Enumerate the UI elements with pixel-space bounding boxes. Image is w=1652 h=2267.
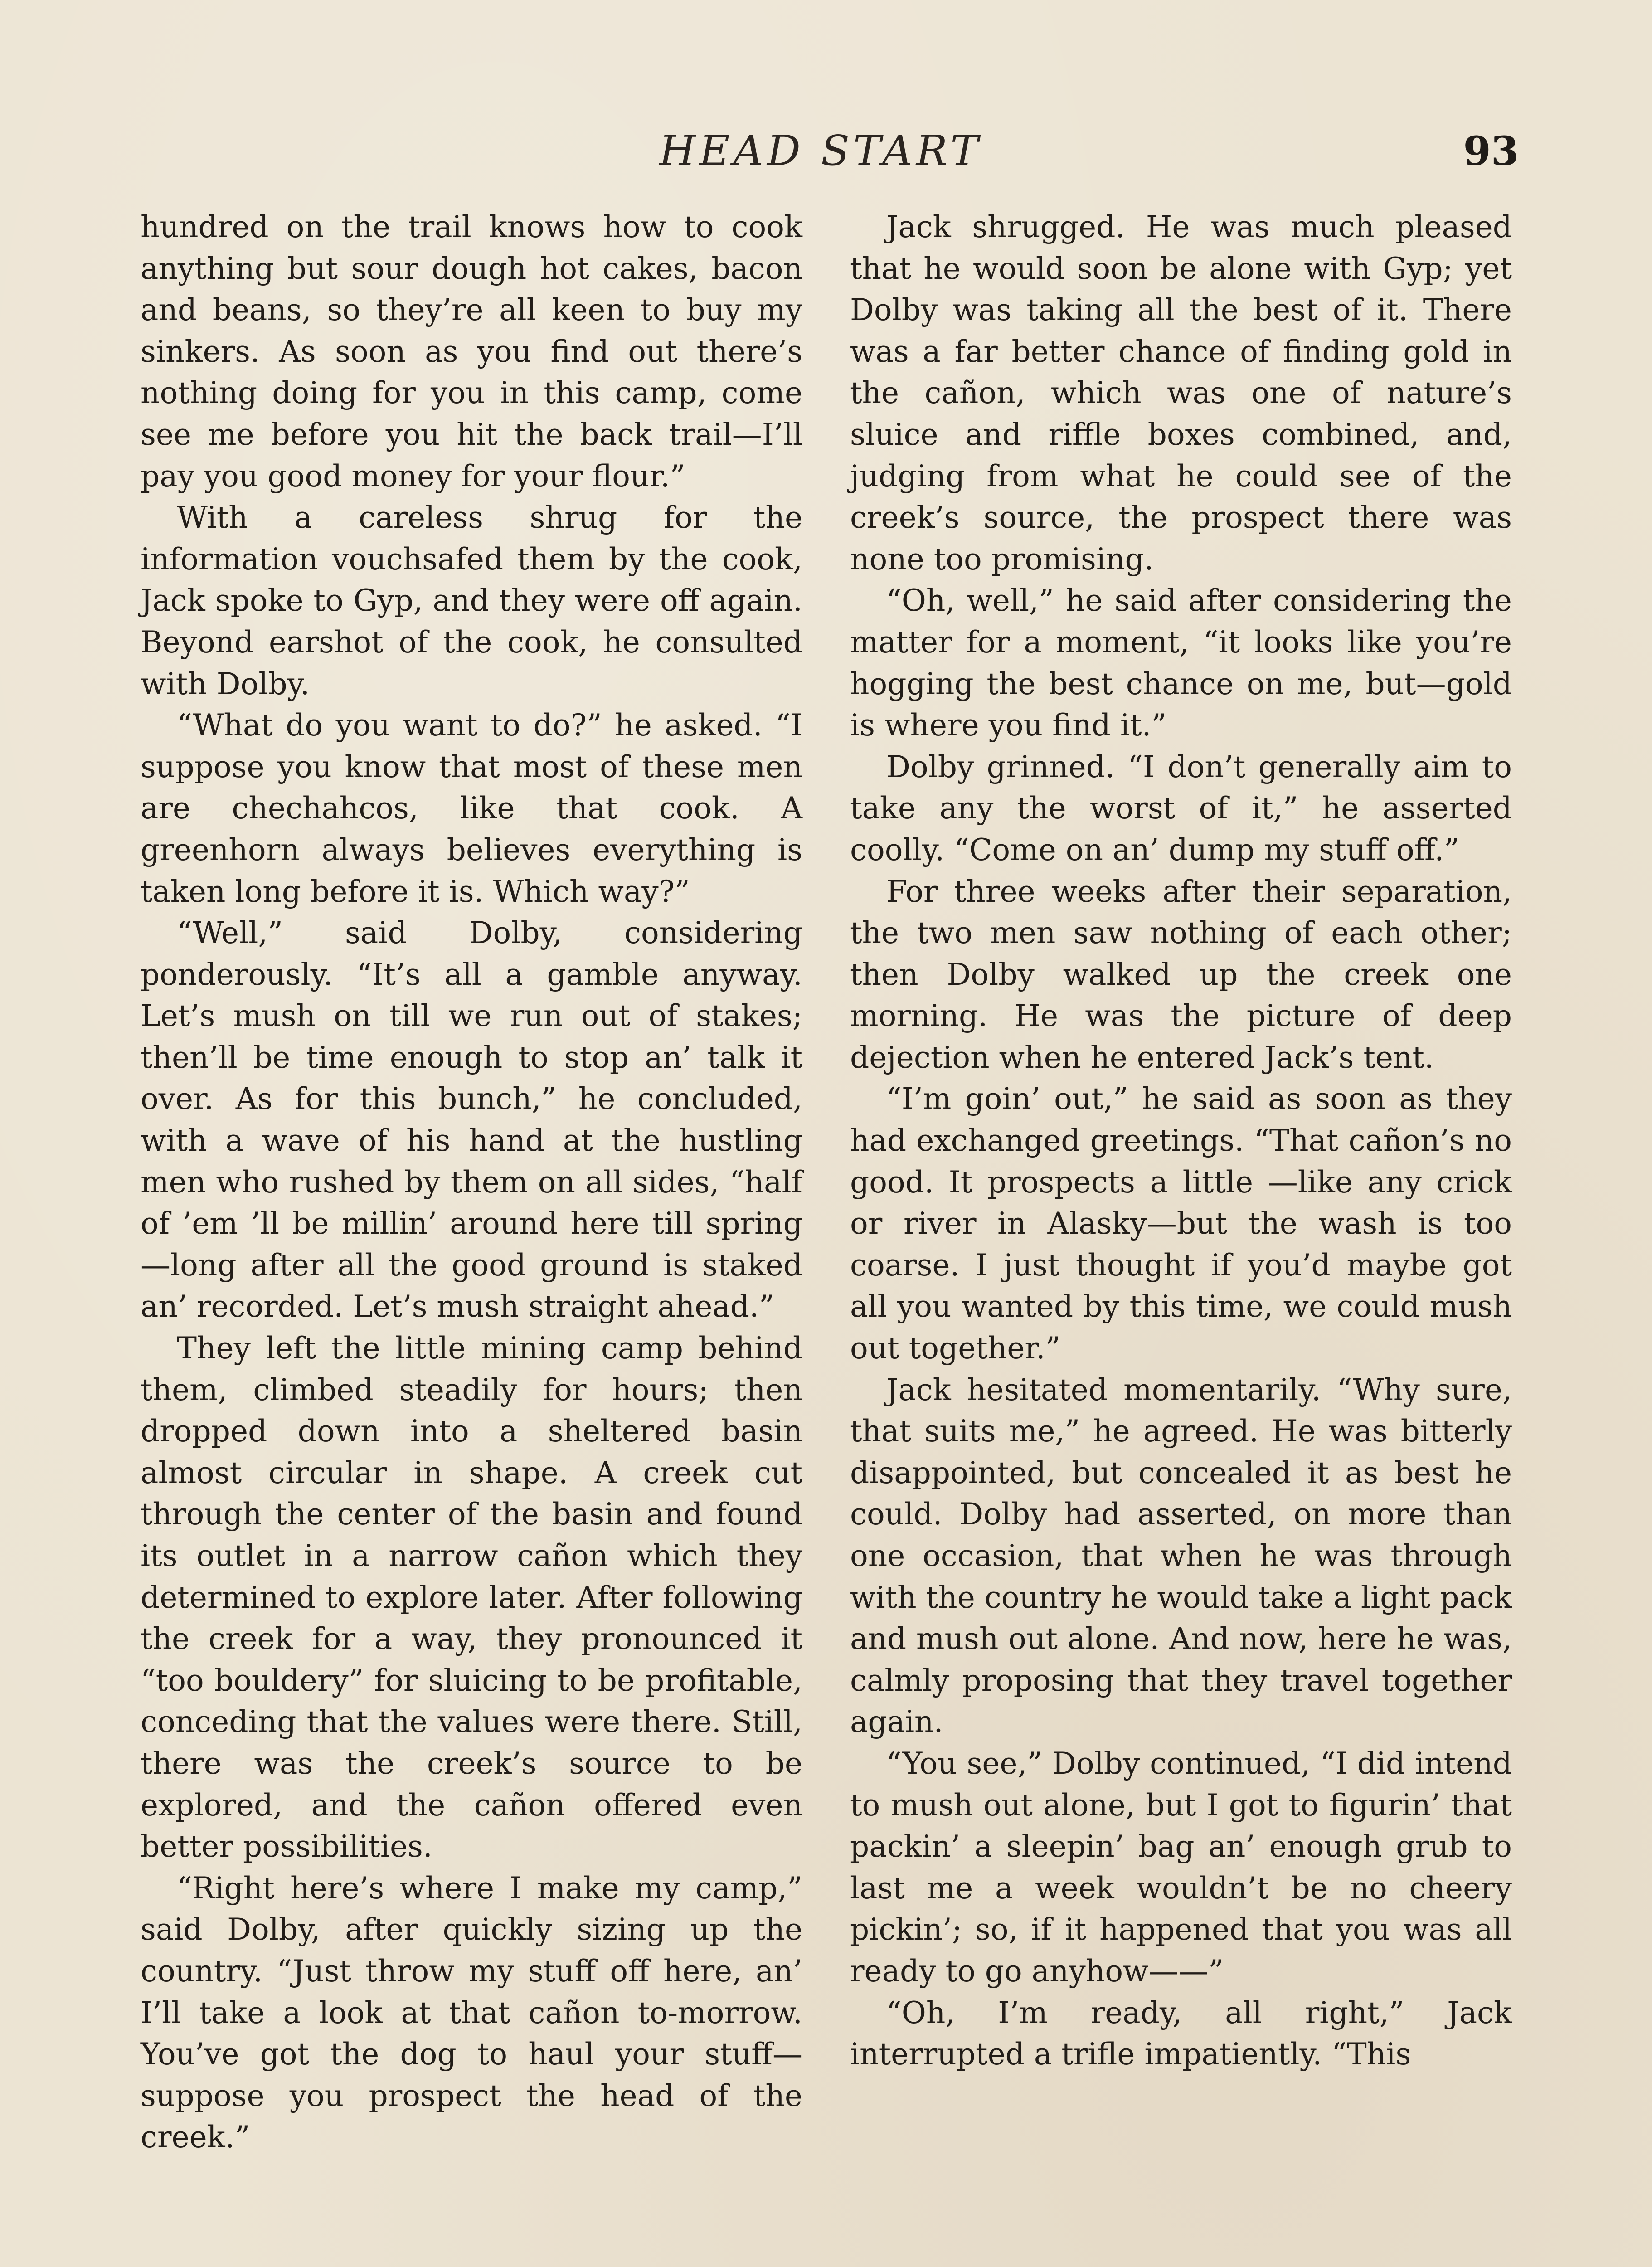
paragraph: Jack hesitated momentarily. “Why sure, that suits me,” he agreed. He was bitterly disappointed, but concealed it as best he could. Dolby had asserted, on more than one occasion, that when he was through with the country he would take a light pack and mush out alone. And now, here he was, calmly proposing that they travel together again.	[850, 1372, 1512, 1740]
running-title: HEAD START	[659, 126, 982, 175]
paragraph: “I’m goin’ out,” he said as soon as they had exchanged greetings. “That cañon’s no good. It prospects a little —like any crick or river in Alasky—but the wash is too coarse. I just thought if you’d maybe got all you wanted by this time, we could mush out together.”	[850, 1081, 1512, 1366]
paragraph: With a careless shrug for the information vouchsafed them by the cook, Jack spoke to Gyp, and they were off again. Beyond earshot of the cook, he consulted with Dolby.	[141, 500, 802, 701]
paragraph: For three weeks after their separation, the two men saw nothing of each other; then Dolby walked up the creek one morning. He was the picture of deep dejection when he entered Jack’s tent.	[850, 874, 1512, 1075]
paragraph: “You see,” Dolby continued, “I did intend to mush out alone, but I got to figurin’ that packin’ a sleepin’ bag an’ enough grub to last me a week wouldn’t be no cheery pickin’; so, if it happened that you was all ready to go anyhow——”	[850, 1746, 1512, 1989]
page-number: 93	[1463, 127, 1519, 175]
left-text-column	[141, 206, 802, 2158]
right-text-column	[850, 206, 1512, 2075]
paragraph: “Well,” said Dolby, considering ponderously. “It’s all a gamble anyway. Let’s mush on till we run out of stakes; then’ll be time enough to stop an’ talk it over. As for this bunch,” he concluded, with a wave of his hand at the hustling men who rushed by them on all sides, “half of ’em ’ll be millin’ around here till spring—long after all the good ground is staked an’ recorded. Let’s mush straight ahead.”	[141, 915, 802, 1324]
page-header	[0, 122, 1652, 180]
paragraph: “Oh, I’m ready, all right,” Jack interrupted a trifle impatiently. “This	[850, 1995, 1512, 2072]
paragraph: “Oh, well,” he said after considering the matter for a moment, “it looks like you’re hogging the best chance on me, but—gold is where you find it.”	[850, 583, 1512, 743]
paragraph: hundred on the trail knows how to cook anything but sour dough hot cakes, bacon and beans, so they’re all keen to buy my sinkers. As soon as you find out there’s nothing doing for you in this camp, come see me before you hit the back trail—I’ll pay you good money for your flour.”	[141, 209, 802, 494]
paragraph: They left the little mining camp behind them, climbed steadily for hours; then dropped down into a sheltered basin almost circular in shape. A creek cut through the center of the basin and found its outlet in a narrow cañon which they determined to explore later. After following the creek for a way, they pronounced it “too bouldery” for sluicing to be profitable, conceding that the values were there. Still, there was the creek’s source to be explored, and the cañon offered even better possibilities.	[141, 1331, 802, 1864]
paragraph: “Right here’s where I make my camp,” said Dolby, after quickly sizing up the country. “Just throw my stuff off here, an’ I’ll take a look at that cañon to-morrow. You’ve got the dog to haul your stuff—suppose you prospect the head of the creek.”	[141, 1870, 802, 2155]
paragraph: Dolby grinned. “I don’t generally aim to take any the worst of it,” he asserted coolly. “Come on an’ dump my stuff off.”	[850, 749, 1512, 867]
paragraph: Jack shrugged. He was much pleased that he would soon be alone with Gyp; yet Dolby was taking all the best of it. There was a far better chance of finding gold in the cañon, which was one of nature’s sluice and riffle boxes combined, and, judging from what he could see of the creek’s source, the prospect there was none too promising.	[850, 209, 1512, 577]
paragraph: “What do you want to do?” he asked. “I suppose you know that most of these men are chechahcos, like that cook. A greenhorn always believes everything is taken long before it is. Which way?”	[141, 708, 802, 909]
